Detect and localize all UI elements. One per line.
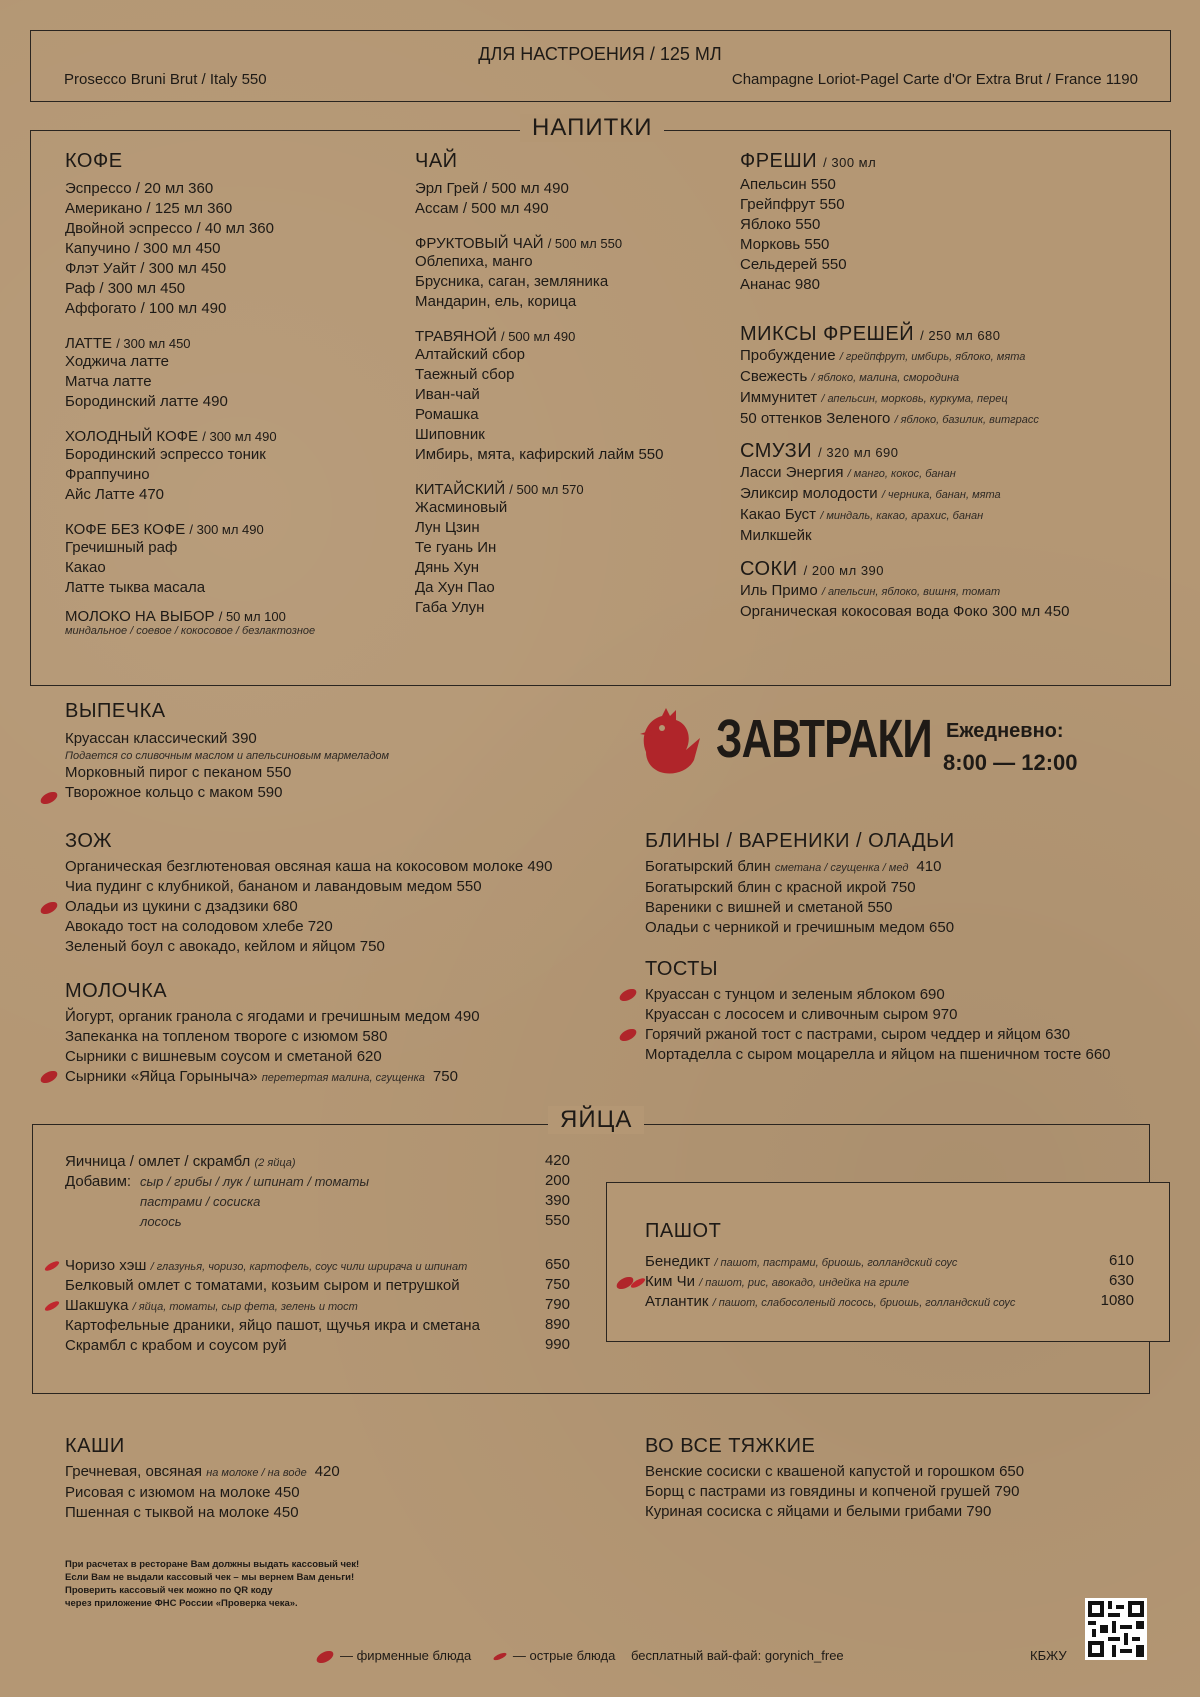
list-item — [645, 857, 1165, 878]
list-item: Ассам / 500 мл 490 — [415, 200, 549, 217]
fruit-tea-label: ФРУКТОВЫЙ ЧАЙ — [415, 235, 544, 252]
pastry-title: ВЫПЕЧКА — [65, 700, 166, 722]
eggs-title: ЯЙЦА — [548, 1106, 644, 1134]
list-item: Те гуань Ин — [415, 539, 497, 556]
list-item: Алтайский сбор — [415, 346, 525, 363]
pastry-section — [65, 700, 585, 803]
list-item: Фраппучино — [65, 466, 150, 483]
item-name: Сырники «Яйца Горыныча» — [65, 1068, 258, 1085]
poached-item-0-price: 610 — [1108, 1252, 1134, 1269]
item-name: Свежесть — [740, 368, 808, 385]
chinese-label: КИТАЙСКИЙ — [415, 481, 506, 498]
coffee-title: КОФЕ — [65, 150, 123, 172]
eggs-item-1-price: 750 — [544, 1276, 570, 1293]
list-item: Пшенная с тыквой на молоке 450 — [65, 1504, 299, 1521]
eggs-item-4: Скрамбл с крабом и соусом руй — [65, 1337, 287, 1354]
legend-signature: — фирменные блюда — [340, 1648, 472, 1663]
fruit-tea-meta: / 500 мл 550 — [547, 236, 623, 251]
eggs-item-4-price: 990 — [544, 1336, 570, 1353]
latte-label: ЛАТТЕ — [65, 335, 113, 352]
list-item: Эспрессо / 20 мл 360 — [65, 180, 214, 197]
eggs-item-3: Картофельные драники, яйцо пашот, щучья икра и сметана — [65, 1317, 480, 1334]
eggs-base — [65, 1152, 296, 1173]
receipt-line: Проверить кассовый чек можно по QR коду — [65, 1585, 273, 1596]
eggs-item-2-price: 790 — [544, 1296, 570, 1313]
latte-meta: / 300 мл 450 — [116, 336, 191, 351]
herbal-meta: / 500 мл 490 — [500, 329, 576, 344]
item-name: Органическая кокосовая вода Фоко 300 мл 450 — [740, 603, 1070, 620]
list-item: Американо / 125 мл 360 — [65, 200, 233, 217]
eggs-add-2: лосось — [140, 1214, 182, 1229]
kbju-label: КБЖУ — [1030, 1648, 1067, 1663]
item-price: 410 — [916, 858, 942, 875]
signature-dish-icon — [39, 900, 59, 916]
item-name: 50 оттенков Зеленого — [740, 410, 891, 427]
mixes-label: МИКСЫ ФРЕШЕЙ — [740, 323, 915, 345]
milk-note: миндальное / соевое / кокосовое / безлактозное — [65, 625, 316, 637]
item-note: / грейпфрут, имбирь, яблоко, мята — [839, 351, 1026, 363]
list-item: Айс Латте 470 — [65, 486, 165, 503]
mixes-meta: / 250 мл 680 — [920, 328, 1001, 343]
drinks-col-1 — [65, 150, 395, 637]
list-item: Габа Улун — [415, 599, 485, 616]
list-item: Капучино / 300 мл 450 — [65, 240, 221, 257]
list-item — [740, 505, 1160, 526]
mood-prosecco: Prosecco Bruni Brut / Italy 550 — [64, 71, 267, 88]
item-note: / апельсин, яблоко, вишня, томат — [821, 586, 1001, 598]
zozh-title: ЗОЖ — [65, 830, 112, 852]
pancakes-section — [645, 830, 1165, 938]
item-name: Иль Примо — [740, 582, 818, 599]
rooster-logo-icon — [636, 708, 702, 778]
item-note: / яйца, томаты, сыр фета, зелень и тост — [132, 1301, 358, 1313]
list-item: Сельдерей 550 — [740, 256, 847, 273]
list-item: Двойной эспрессо / 40 мл 360 — [65, 220, 274, 237]
milk-meta: / 50 мл 100 — [218, 609, 286, 624]
poached-item-0 — [645, 1252, 957, 1273]
item-price: 420 — [314, 1463, 340, 1480]
list-item: Ананас 980 — [740, 276, 820, 293]
list-item: Апельсин 550 — [740, 176, 836, 193]
breakfast-hours: 8:00 — 12:00 — [943, 750, 1078, 775]
item-note: / пашот, слабосоленый лосось, бриошь, голландский соус — [712, 1297, 1016, 1309]
item-name: Эликсир молодости — [740, 485, 878, 502]
list-item: Борщ с пастрами из говядины и копченой грушей 790 — [645, 1483, 1020, 1500]
list-item: Брусника, саган, земляника — [415, 273, 609, 290]
item-name: Иммунитет — [740, 389, 818, 406]
spicy-dish-icon — [492, 1652, 507, 1661]
list-item: Жасминовый — [415, 499, 508, 516]
heavy-section — [645, 1435, 1165, 1522]
fresh-label: ФРЕШИ — [740, 150, 818, 172]
list-item: Органическая безглютеновая овсяная каша на кокосовом молоке 490 — [65, 858, 553, 875]
list-item: Раф / 300 мл 450 — [65, 280, 186, 297]
juice-meta: / 200 мл 390 — [803, 563, 885, 578]
list-item: Матча латте — [65, 373, 152, 390]
list-item: Венские сосиски с квашеной капустой и горошком 650 — [645, 1463, 1025, 1480]
porridge-title: КАШИ — [65, 1435, 125, 1457]
item-note: / манго, кокос, банан — [847, 468, 956, 480]
zozh-section — [65, 830, 625, 957]
poached-item-2-price: 1080 — [1100, 1292, 1134, 1309]
list-item: Грейпфрут 550 — [740, 196, 845, 213]
list-item: Куриная сосиска с яйцами и белыми грибами 790 — [645, 1503, 992, 1520]
item-note: / апельсин, морковь, куркума, перец — [821, 393, 1008, 405]
poached-item-1-price: 630 — [1108, 1272, 1134, 1289]
tea-title: ЧАЙ — [415, 150, 458, 172]
list-item: Дянь Хун — [415, 559, 480, 576]
herbal-label: ТРАВЯНОЙ — [415, 328, 497, 345]
list-item: Вареники с вишней и сметаной 550 — [645, 899, 893, 916]
eggs-item-2 — [65, 1296, 358, 1317]
item-note: / яблоко, базилик, витграсс — [894, 414, 1039, 426]
chinese-title — [415, 481, 715, 498]
list-item: Круассан классический 390 — [65, 730, 257, 747]
legend-spicy: — острые блюда — [512, 1648, 616, 1663]
no-coffee-label: КОФЕ БЕЗ КОФЕ — [65, 521, 186, 538]
item-name: Пробуждение — [740, 347, 836, 364]
item-price: 750 — [432, 1068, 458, 1085]
list-item: Да Хун Пао — [415, 579, 495, 596]
list-item: Какао — [65, 559, 106, 576]
eggs-add-label: Добавим: — [65, 1173, 132, 1190]
smoothie-label: СМУЗИ — [740, 440, 813, 462]
item-name: Ласси Энергия — [740, 464, 844, 481]
mood-box — [30, 30, 1171, 102]
list-item: Латте тыква масала — [65, 579, 206, 596]
footer-legend — [316, 1648, 844, 1663]
list-item: Оладьи из цукини с дзадзики 680 — [65, 898, 298, 915]
no-coffee-meta: / 300 мл 490 — [189, 522, 264, 537]
item-note: (2 яйца) — [254, 1157, 296, 1169]
eggs-item-3-price: 890 — [544, 1316, 570, 1333]
receipt-note — [65, 1558, 359, 1610]
list-item — [65, 1067, 625, 1088]
breakfast-brand: ЗАВТРАКИ — [716, 709, 932, 769]
signature-dish-icon — [39, 790, 59, 806]
toasts-section — [645, 958, 1185, 1065]
breakfast-daily: Ежедневно: — [946, 720, 1064, 742]
list-item: Зеленый боул с авокадо, кейлом и яйцом 750 — [65, 938, 385, 955]
heavy-title: ВО ВСЕ ТЯЖКИЕ — [645, 1435, 816, 1457]
item-note: перетертая малина, сгущенка — [261, 1072, 425, 1084]
receipt-line: При расчетах в ресторане Вам должны выдать кассовый чек! — [65, 1559, 360, 1570]
coffee-list — [65, 179, 395, 319]
item-name: Гречневая, овсяная — [65, 1463, 203, 1480]
item-note: / яблоко, малина, смородина — [811, 372, 960, 384]
mood-title: ДЛЯ НАСТРОЕНИЯ / 125 МЛ — [478, 44, 722, 64]
eggs-add-0-price: 200 — [544, 1172, 570, 1189]
list-item: Эрл Грей / 500 мл 490 — [415, 180, 569, 197]
item-note: / пашот, пастрами, бриошь, голландский соус — [714, 1257, 958, 1269]
mixes-title — [740, 323, 1160, 346]
smoothie-meta: / 320 мл 690 — [818, 445, 899, 460]
eggs-item-0 — [65, 1256, 467, 1277]
eggs-add-2-price: 550 — [544, 1212, 570, 1229]
list-item: Облепиха, манго — [415, 253, 533, 270]
pastry-note: Подается со сливочным маслом и апельсиновым мармеладом — [65, 750, 390, 762]
list-item: Творожное кольцо с маком 590 — [65, 784, 283, 801]
list-item — [740, 346, 1160, 367]
list-item: Гречишный раф — [65, 539, 178, 556]
item-name: Ким Чи — [645, 1273, 695, 1290]
list-item: Оладьи с черникой и гречишным медом 650 — [645, 919, 955, 936]
list-item: Мортаделла с сыром моцарелла и яйцом на пшеничном тосте 660 — [645, 1046, 1111, 1063]
cold-coffee-meta: / 300 мл 490 — [202, 429, 277, 444]
eggs-add-1-price: 390 — [544, 1192, 570, 1209]
eggs-base-price: 420 — [544, 1152, 570, 1169]
list-item: Запеканка на топленом твороге с изюмом 580 — [65, 1028, 388, 1045]
item-name: Милкшейк — [740, 527, 812, 544]
list-item: Имбирь, мята, кафирский лайм 550 — [415, 446, 664, 463]
list-item: Шиповник — [415, 426, 485, 443]
list-item: Ромашка — [415, 406, 479, 423]
list-item — [740, 581, 1160, 602]
item-note: на молоке / на воде — [206, 1467, 307, 1479]
list-item: Йогурт, органик гранола с ягодами и гречишным медом 490 — [65, 1008, 480, 1025]
latte-title — [65, 335, 395, 352]
pancakes-title: БЛИНЫ / ВАРЕНИКИ / ОЛАДЬИ — [645, 830, 955, 852]
herbal-title — [415, 328, 715, 345]
list-item: Аффогато / 100 мл 490 — [65, 300, 227, 317]
poached-title: ПАШОТ — [645, 1220, 722, 1242]
item-note: сметана / сгущенка / мед — [774, 862, 909, 874]
fresh-meta: / 300 мл — [823, 155, 877, 170]
smoothie-title — [740, 440, 1160, 463]
list-item — [65, 1462, 585, 1483]
poached-item-2 — [645, 1292, 1015, 1313]
qr-code-icon[interactable] — [1085, 1598, 1147, 1660]
signature-dish-icon — [315, 1649, 335, 1665]
juice-title — [740, 558, 1160, 581]
drinks-col-2 — [415, 150, 715, 618]
list-item: Морковь 550 — [740, 236, 830, 253]
porridge-section — [65, 1435, 585, 1523]
list-item: Яблоко 550 — [740, 216, 821, 233]
mood-champagne: Champagne Loriot-Pagel Carte d'Or Extra Brut / France 1190 — [731, 71, 1138, 88]
list-item: Ходжича латте — [65, 353, 170, 370]
list-item — [740, 388, 1160, 409]
list-item: Горячий ржаной тост с пастрами, сыром чеддер и яйцом 630 — [645, 1026, 1071, 1043]
milk-label: МОЛОКО НА ВЫБОР — [65, 608, 215, 625]
list-item — [740, 526, 1160, 546]
item-name: Атлантик — [645, 1293, 709, 1310]
toasts-title: ТОСТЫ — [645, 958, 719, 980]
eggs-add-0: сыр / грибы / лук / шпинат / томаты — [140, 1174, 370, 1189]
milk-title — [65, 608, 395, 625]
item-name: Какао Буст — [740, 506, 817, 523]
cold-coffee-label: ХОЛОДНЫЙ КОФЕ — [65, 428, 199, 445]
list-item — [740, 484, 1160, 505]
receipt-line: через приложение ФНС России «Проверка чека». — [65, 1598, 298, 1609]
item-name: Яичница / омлет / скрамбл — [65, 1153, 251, 1170]
eggs-item-1: Белковый омлет с томатами, козьим сыром и петрушкой — [65, 1277, 460, 1294]
list-item — [740, 409, 1160, 430]
list-item: Флэт Уайт / 300 мл 450 — [65, 260, 227, 277]
item-name: Богатырский блин — [645, 858, 771, 875]
list-item: Таежный сбор — [415, 366, 515, 383]
list-item: Морковный пирог с пеканом 550 — [65, 764, 292, 781]
list-item: Сырники с вишневым соусом и сметаной 620 — [65, 1048, 382, 1065]
list-item — [740, 463, 1160, 484]
item-note: / глазунья, чоризо, картофель, соус чили шрирача и шпинат — [150, 1261, 468, 1273]
dairy-title: МОЛОЧКА — [65, 980, 168, 1002]
wifi-text: бесплатный вай-фай: gorynich_free — [630, 1648, 844, 1663]
drinks-col-3 — [740, 150, 1160, 622]
poached-item-1 — [645, 1272, 909, 1293]
list-item — [740, 602, 1160, 622]
item-name: Чоризо хэш — [65, 1257, 147, 1274]
list-item: Чиа пудинг с клубникой, бананом и лавандовым медом 550 — [65, 878, 482, 895]
cold-coffee-title — [65, 428, 395, 445]
eggs-item-0-price: 650 — [544, 1256, 570, 1273]
list-item: Бородинский латте 490 — [65, 393, 228, 410]
fruit-tea-title — [415, 235, 715, 252]
list-item: Мандарин, ель, корица — [415, 293, 577, 310]
list-item: Иван-чай — [415, 386, 480, 403]
signature-dish-icon — [39, 1069, 59, 1085]
receipt-line: Если Вам не выдали кассовый чек – мы вернем Вам деньги! — [65, 1572, 355, 1583]
list-item: Бородинский эспрессо тоник — [65, 446, 266, 463]
juice-label: СОКИ — [740, 558, 798, 580]
list-item — [740, 367, 1160, 388]
eggs-add-1: пастрами / сосиска — [140, 1194, 261, 1209]
list-item: Круассан с лососем и сливочным сыром 970 — [645, 1006, 958, 1023]
list-item: Авокадо тост на солодовом хлебе 720 — [65, 918, 333, 935]
list-item: Круассан с тунцом и зеленым яблоком 690 — [645, 986, 945, 1003]
list-item: Лун Цзин — [415, 519, 480, 536]
item-note: / черника, банан, мята — [881, 489, 1001, 501]
dairy-section — [65, 980, 625, 1088]
drinks-title: НАПИТКИ — [520, 114, 664, 142]
item-name: Шакшука — [65, 1297, 129, 1314]
list-item: Рисовая с изюмом на молоке 450 — [65, 1484, 300, 1501]
chinese-meta: / 500 мл 570 — [509, 482, 584, 497]
list-item: Богатырский блин с красной икрой 750 — [645, 879, 916, 896]
item-note: / пашот, рис, авокадо, индейка на гриле — [699, 1277, 910, 1289]
fresh-title — [740, 150, 1160, 173]
no-coffee-title — [65, 521, 395, 538]
item-note: / миндаль, какао, арахис, банан — [820, 510, 984, 522]
item-name: Бенедикт — [645, 1253, 711, 1270]
